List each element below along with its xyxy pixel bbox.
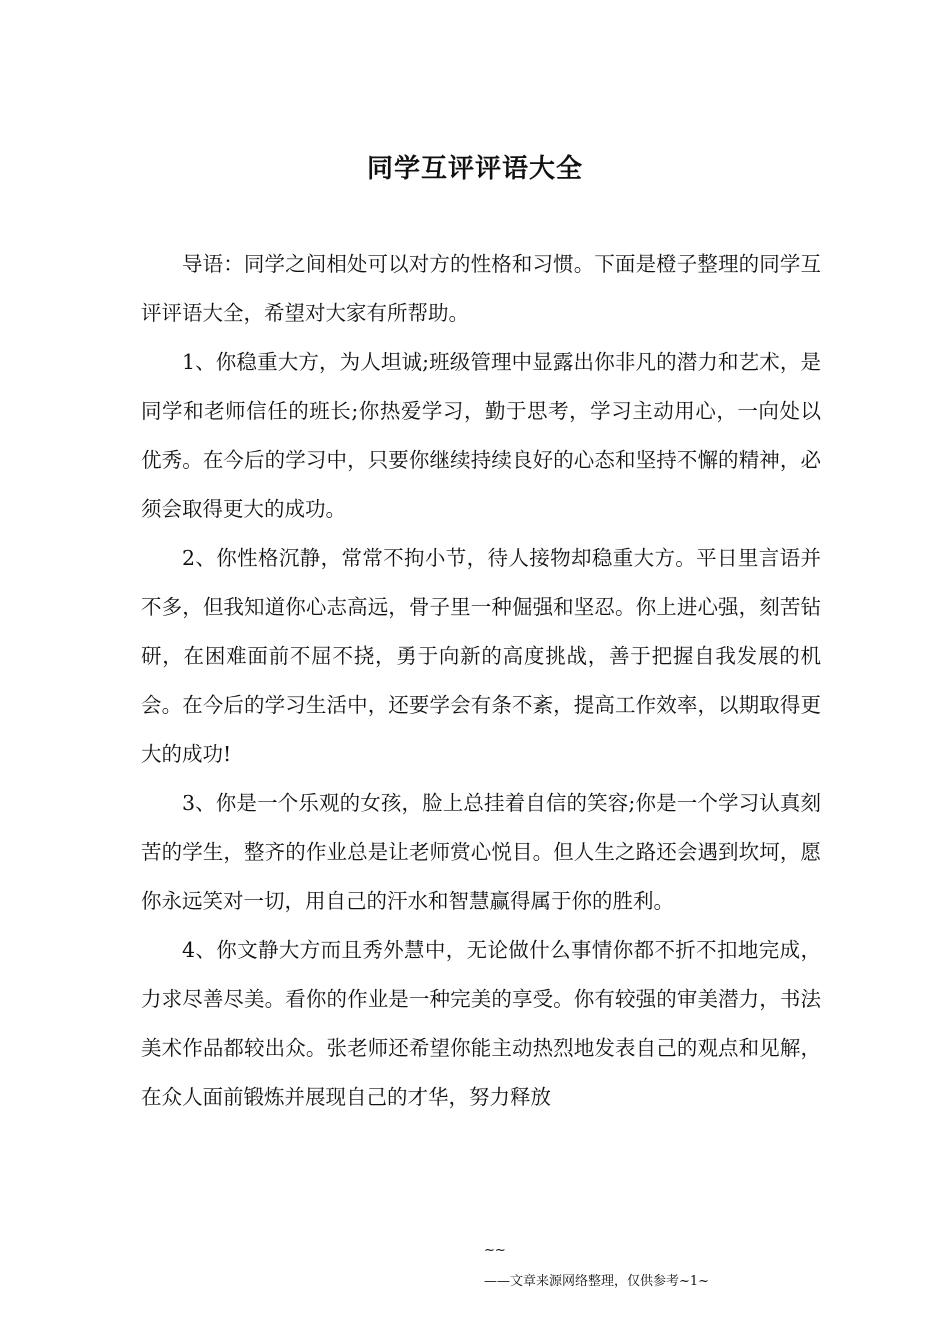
paragraph-item-2: 2、你性格沉静，常常不拘小节，待人接物却稳重大方。平日里言语并不多，但我知道你心志高远，骨子里一种倔强和坚忍。你上进心强，刻苦钻研，在困难面前不屈不挠，勇于向新的高度挑战，善于把握自我发展的机会。在今后的学习生活中，还要学会有条不紊，提高工作效率，以期取得更大的成功! [141,546,821,766]
document-title: 同学互评评语大全 [366,154,583,184]
document-body [141,240,821,1122]
paragraph-item-3: 3、你是一个乐观的女孩，脸上总挂着自信的笑容;你是一个学习认真刻苦的学生，整齐的作业总是让老师赏心悦目。但人生之路还会遇到坎坷，愿你永远笑对一切，用自己的汗水和智慧赢得属于你的胜利。 [141,791,821,913]
footer-note: ——文章来源网络整理，仅供参考~1~ [484,1274,710,1289]
paragraph-item-4: 4、你文静大方而且秀外慧中，无论做什么事情你都不折不扣地完成，力求尽善尽美。看你的作业是一种完美的享受。你有较强的审美潜力，书法美术作品都较出众。张老师还希望你能主动热烈地发表自己的观点和见解，在众人面前锻炼并展现自己的才华，努力释放 [141,938,821,1109]
paragraph-item-1: 1、你稳重大方，为人坦诚;班级管理中显露出你非凡的潜力和艺术，是同学和老师信任的班长;你热爱学习，勤于思考，学习主动用心，一向处以优秀。在今后的学习中，只要你继续持续良好的心态和坚持不懈的精神，必须会取得更大的成功。 [141,350,821,521]
footer-tilde: ~~ [484,1243,506,1258]
paragraph-intro: 导语：同学之间相处可以对方的性格和习惯。下面是橙子整理的同学互评评语大全，希望对大家有所帮助。 [141,252,821,325]
